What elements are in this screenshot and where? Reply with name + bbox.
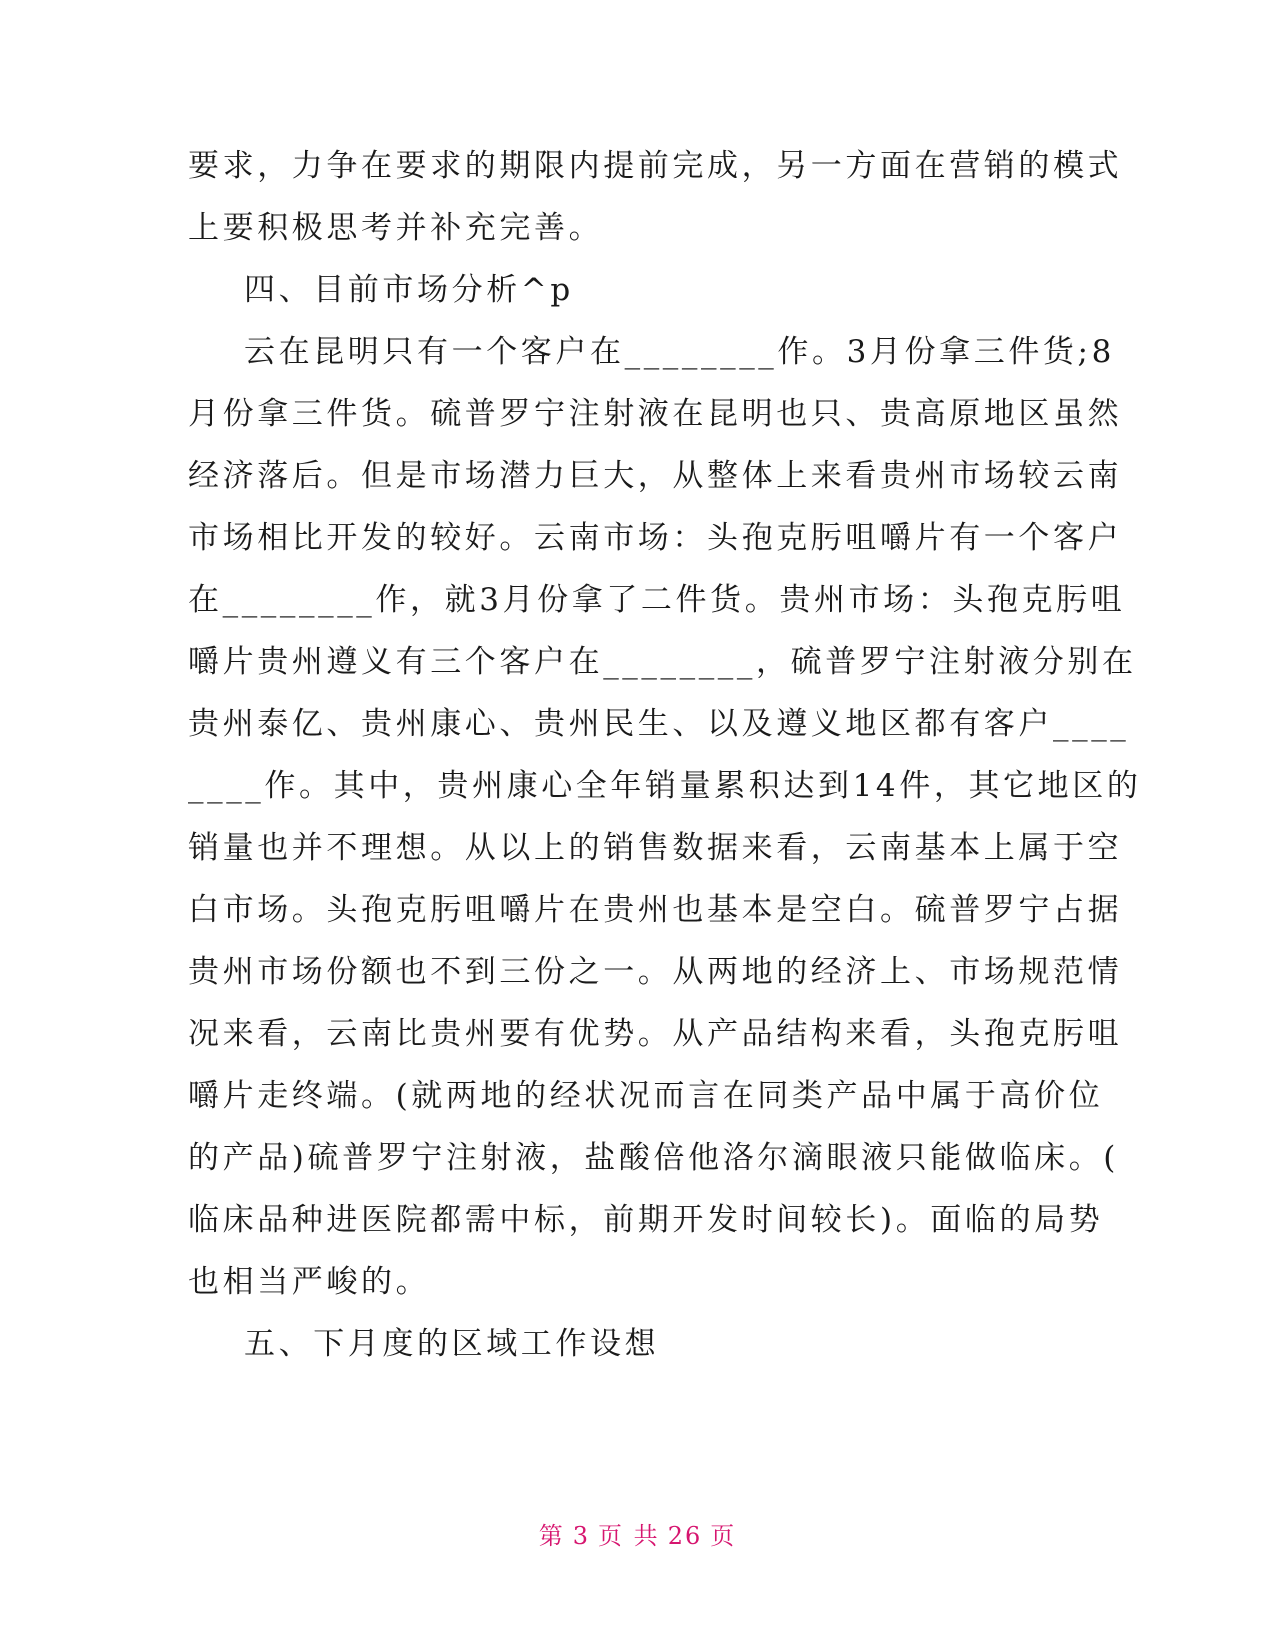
text-line: 嚼片走终端。(就两地的经状况而言在同类产品中属于高价位 [188,1078,1104,1114]
footer-prefix: 第 [538,1522,565,1550]
section-heading: 五、下月度的区域工作设想 [244,1326,660,1362]
text-line: 临床品种进医院都需中标，前期开发时间较长)。面临的局势 [188,1202,1104,1238]
text-line: 况来看，云南比贵州要有优势。从产品结构来看，头孢克肟咀 [188,1016,1123,1052]
text-line: 上要积极思考并补充完善。 [188,210,604,246]
text-line: 销量也并不理想。从以上的销售数据来看，云南基本上属于空 [188,830,1123,866]
footer-total-pages: 26 [667,1522,703,1550]
text-line: 市场相比开发的较好。云南市场：头孢克肟咀嚼片有一个客户 [188,520,1123,556]
text-line: 月份拿三件货。硫普罗宁注射液在昆明也只、贵高原地区虽然 [188,396,1123,432]
footer-mid: 页 共 [598,1522,660,1550]
text-line: 要求，力争在要求的期限内提前完成，另一方面在营销的模式 [188,148,1123,184]
text-line: 贵州市场份额也不到三份之一。从两地的经济上、市场规范情 [188,954,1123,990]
text-line: 在________作，就3月份拿了二件货。贵州市场：头孢克肟咀 [188,582,1126,618]
page-footer [0,1516,1275,1551]
text-line: 经济落后。但是市场潜力巨大，从整体上来看贵州市场较云南 [188,458,1123,494]
footer-page-number: 3 [572,1522,591,1550]
text-line: 嚼片贵州遵义有三个客户在________，硫普罗宁注射液分别在 [188,644,1137,680]
text-line: 白市场。头孢克肟咀嚼片在贵州也基本是空白。硫普罗宁占据 [188,892,1123,928]
section-heading: 四、目前市场分析^p [244,272,574,308]
text-line: ____作。其中，贵州康心全年销量累积达到14件，其它地区的 [188,768,1142,804]
text-line: 的产品)硫普罗宁注射液，盐酸倍他洛尔滴眼液只能做临床。( [188,1140,1119,1176]
text-line: 云在昆明只有一个客户在________作。3月份拿三件货;8 [244,334,1115,370]
text-line: 也相当严峻的。 [188,1264,431,1300]
text-line: 贵州泰亿、贵州康心、贵州民生、以及遵义地区都有客户____ [188,706,1130,742]
footer-suffix: 页 [710,1522,737,1550]
